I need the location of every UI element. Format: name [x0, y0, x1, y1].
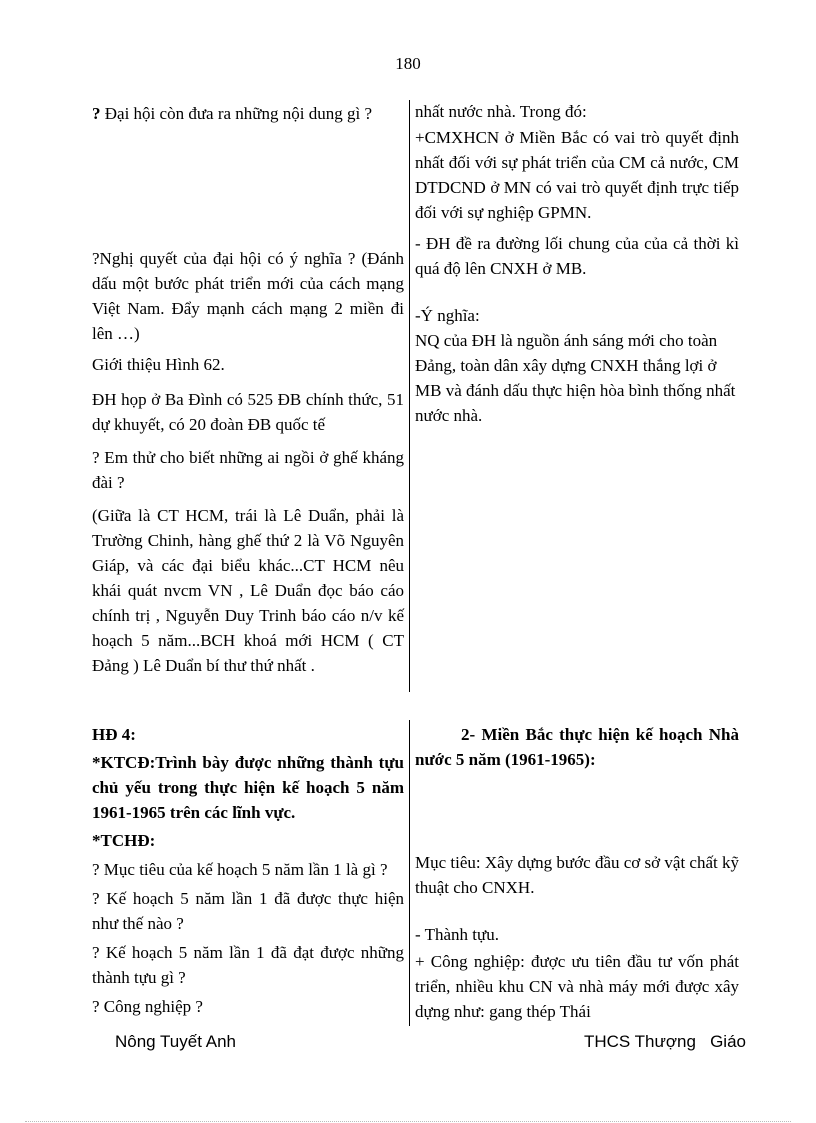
section2-left-column: [92, 722, 404, 1019]
achievements-heading: - Thành tựu.: [415, 925, 499, 944]
page-number: 180: [395, 54, 421, 73]
tchd-heading: *TCHĐ:: [92, 831, 156, 850]
significance-heading: -Ý nghĩa:: [415, 306, 480, 325]
right-para-cm: +CMXHCN ở Miền Bắc có vai trò quyết định nhất đối với sự phát triển của CM cả nước, CM DTDCND ở MN có vai trò quyết định trực tiếp đối với sự nghiệp GPMN.: [415, 128, 739, 222]
page-bottom-border: [25, 1121, 791, 1122]
column-divider-bottom: [409, 720, 410, 1026]
footer-author: Nông Tuyết Anh: [115, 1032, 236, 1051]
right-para-line: - ĐH đề ra đường lối chung của của cả thời kì quá độ lên CNXH ở MB.: [415, 234, 739, 278]
question-goal: ? Mục tiêu của kế hoạch 5 năm lần 1 là gì ?: [92, 860, 388, 879]
activity-heading: HĐ 4:: [92, 725, 136, 744]
figure-intro: Giới thiệu Hình 62.: [92, 355, 225, 374]
congress-info: ĐH họp ở Ba Đình có 525 ĐB chính thức, 51 dự khuyết, có 20 đoàn ĐB quốc tế: [92, 390, 404, 434]
question-resolution-meaning: ?Nghị quyết của đại hội có ý nghĩa ? (Đánh dấu một bước phát triển mới của cách mạng Việt Nam. Đẩy mạnh cách mạng 2 miền đi lên …): [92, 249, 404, 343]
significance-text: NQ của ĐH là nguồn ánh sáng mới cho toàn Đảng, toàn dân xây dựng CNXH thắng lợi ở MB và đánh dấu thực hiện hòa bình thống nhất nước nhà.: [415, 331, 736, 425]
industry-text: + Công nghiệp: được ưu tiên đầu tư vốn phát triển, nhiều khu CN và nhà máy mới được xây dựng như: gang thép Thái: [415, 952, 739, 1021]
question-industry: ? Công nghiệp ?: [92, 997, 203, 1016]
section1-right-column: [415, 99, 739, 428]
question-implementation: ? Kế hoạch 5 năm lần 1 đã được thực hiện như thế nào ?: [92, 889, 404, 933]
right-line-1: nhất nước nhà. Trong đó:: [415, 102, 587, 121]
seated-answer: (Giữa là CT HCM, trái là Lê Duẩn, phải là Trường Chinh, hàng ghế thứ 2 là Võ Nguyên Giáp, và các đại biểu khác...CT HCM nêu khái quát nvcm VN , Lê Duẩn đọc báo cáo chính trị , Nguyễn Duy Trinh báo cáo n/v kế hoạch 5 năm...BCH khoá mới HCM ( CT Đảng ) Lê Duẩn bí thư thứ nhất .: [92, 506, 404, 675]
ktcd-text: *KTCĐ:Trình bày được những thành tựu chủ yếu trong thực hiện kế hoạch 5 năm 1961-1965 trên các lĩnh vực.: [92, 753, 404, 822]
section-heading-2: 2- Miền Bắc thực hiện kế hoạch Nhà nước 5 năm (1961-1965):: [415, 725, 739, 769]
question-achievements: ? Kế hoạch 5 năm lần 1 đã đạt được những thành tựu gì ?: [92, 943, 404, 987]
question-seated: ? Em thử cho biết những ai ngồi ở ghế kháng đài ?: [92, 448, 404, 492]
column-divider-top: [409, 100, 410, 692]
question-congress-content: ? Đại hội còn đưa ra những nội dung gì ?: [92, 104, 372, 123]
footer-school: THCS Thượng Giáo: [583, 1032, 746, 1051]
goal-text: Mục tiêu: Xây dựng bước đầu cơ sở vật chất kỹ thuật cho CNXH.: [415, 853, 739, 897]
section1-left-column: [92, 101, 404, 678]
section2-right-column: [415, 722, 739, 1024]
